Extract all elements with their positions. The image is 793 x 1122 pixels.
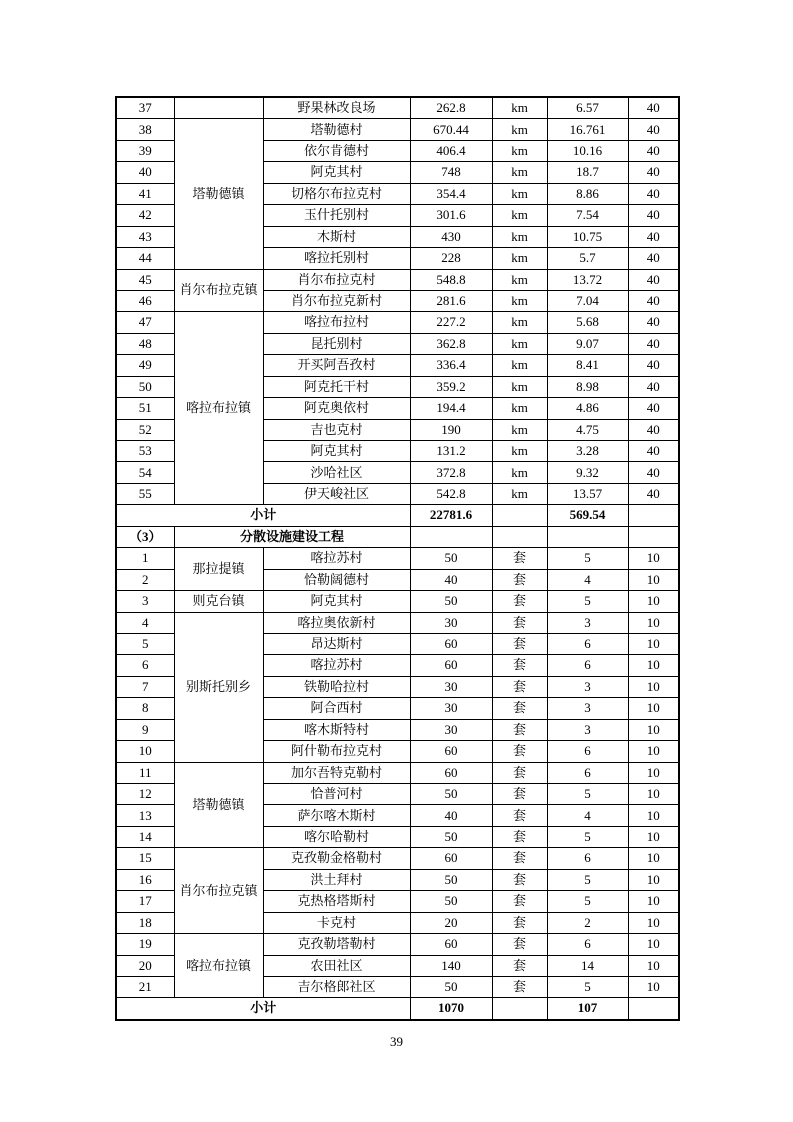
cell-percent: 40 — [628, 140, 679, 161]
cell-row-number: 1 — [116, 548, 174, 569]
cell-town: 塔勒德镇 — [174, 762, 263, 848]
cell-row-number: 47 — [116, 312, 174, 333]
table-row — [116, 612, 679, 633]
cell-quantity: 228 — [410, 248, 492, 269]
cell-quantity: 60 — [410, 934, 492, 955]
table-row — [116, 591, 679, 612]
cell-unit: km — [492, 119, 547, 140]
cell-percent: 10 — [628, 976, 679, 997]
section-empty-quantity — [410, 526, 492, 547]
cell-unit: km — [492, 333, 547, 354]
cell-percent: 10 — [628, 805, 679, 826]
cell-village: 阿克其村 — [263, 441, 410, 462]
cell-row-number: 40 — [116, 162, 174, 183]
cell-percent: 10 — [628, 741, 679, 762]
table-row — [116, 848, 679, 869]
cell-unit: 套 — [492, 955, 547, 976]
cell-village: 农田社区 — [263, 955, 410, 976]
cell-village: 昆托别村 — [263, 333, 410, 354]
cell-unit: km — [492, 312, 547, 333]
cell-village: 沙哈社区 — [263, 462, 410, 483]
cell-amount: 2 — [547, 912, 628, 933]
cell-row-number: 55 — [116, 483, 174, 504]
cell-quantity: 262.8 — [410, 97, 492, 119]
cell-amount: 6 — [547, 655, 628, 676]
cell-unit: km — [492, 226, 547, 247]
cell-row-number: 12 — [116, 784, 174, 805]
cell-percent: 10 — [628, 548, 679, 569]
subtotal-label: 小计 — [116, 998, 410, 1020]
cell-quantity: 50 — [410, 591, 492, 612]
cell-unit: 套 — [492, 719, 547, 740]
cell-amount: 3.28 — [547, 441, 628, 462]
cell-percent: 10 — [628, 891, 679, 912]
cell-unit: km — [492, 183, 547, 204]
cell-quantity: 60 — [410, 655, 492, 676]
cell-row-number: 6 — [116, 655, 174, 676]
cell-town: 喀拉布拉镇 — [174, 312, 263, 505]
cell-quantity: 406.4 — [410, 140, 492, 161]
cell-town: 别斯托别乡 — [174, 612, 263, 762]
cell-village: 喀拉布拉村 — [263, 312, 410, 333]
cell-row-number: 41 — [116, 183, 174, 204]
cell-unit: km — [492, 97, 547, 119]
section-empty-unit — [492, 526, 547, 547]
cell-amount: 7.54 — [547, 205, 628, 226]
cell-village: 依尔肯德村 — [263, 140, 410, 161]
cell-amount: 5 — [547, 548, 628, 569]
subtotal-empty-percent — [628, 505, 679, 526]
section-header-row — [116, 526, 679, 547]
cell-row-number: 5 — [116, 633, 174, 654]
cell-row-number: 50 — [116, 376, 174, 397]
cell-village: 卡克村 — [263, 912, 410, 933]
cell-quantity: 20 — [410, 912, 492, 933]
cell-row-number: 16 — [116, 869, 174, 890]
cell-village: 克孜勒塔勒村 — [263, 934, 410, 955]
construction-projects-table — [115, 96, 680, 1021]
cell-percent: 40 — [628, 312, 679, 333]
cell-unit: 套 — [492, 976, 547, 997]
cell-row-number: 48 — [116, 333, 174, 354]
cell-village: 喀拉托别村 — [263, 248, 410, 269]
cell-row-number: 11 — [116, 762, 174, 783]
cell-percent: 10 — [628, 826, 679, 847]
cell-row-number: 53 — [116, 441, 174, 462]
cell-amount: 4.86 — [547, 398, 628, 419]
cell-row-number: 9 — [116, 719, 174, 740]
cell-row-number: 18 — [116, 912, 174, 933]
cell-unit: 套 — [492, 741, 547, 762]
cell-town: 则克台镇 — [174, 591, 263, 612]
cell-amount: 18.7 — [547, 162, 628, 183]
cell-village: 喀拉奥依新村 — [263, 612, 410, 633]
cell-unit: 套 — [492, 762, 547, 783]
cell-quantity: 336.4 — [410, 355, 492, 376]
cell-percent: 40 — [628, 290, 679, 311]
cell-quantity: 542.8 — [410, 483, 492, 504]
cell-village: 洪土拜村 — [263, 869, 410, 890]
cell-unit: 套 — [492, 591, 547, 612]
cell-unit: 套 — [492, 676, 547, 697]
cell-amount: 6.57 — [547, 97, 628, 119]
cell-unit: 套 — [492, 805, 547, 826]
table-row — [116, 548, 679, 569]
cell-village: 吉尔格郎社区 — [263, 976, 410, 997]
cell-row-number: 13 — [116, 805, 174, 826]
cell-row-number: 44 — [116, 248, 174, 269]
cell-percent: 40 — [628, 205, 679, 226]
cell-village: 野果林改良场 — [263, 97, 410, 119]
cell-unit: 套 — [492, 891, 547, 912]
subtotal-label: 小计 — [116, 505, 410, 526]
cell-amount: 7.04 — [547, 290, 628, 311]
cell-amount: 5 — [547, 784, 628, 805]
cell-quantity: 362.8 — [410, 333, 492, 354]
cell-amount: 6 — [547, 762, 628, 783]
table-row — [116, 119, 679, 140]
cell-unit: 套 — [492, 698, 547, 719]
cell-village: 阿克其村 — [263, 591, 410, 612]
cell-town — [174, 97, 263, 119]
cell-quantity: 60 — [410, 633, 492, 654]
cell-amount: 6 — [547, 934, 628, 955]
cell-quantity: 50 — [410, 826, 492, 847]
cell-amount: 6 — [547, 633, 628, 654]
cell-village: 吉也克村 — [263, 419, 410, 440]
cell-town: 喀拉布拉镇 — [174, 934, 263, 998]
table-row — [116, 762, 679, 783]
subtotal-quantity: 22781.6 — [410, 505, 492, 526]
cell-row-number: 54 — [116, 462, 174, 483]
subtotal-amount: 107 — [547, 998, 628, 1020]
cell-unit: km — [492, 162, 547, 183]
cell-village: 阿合西村 — [263, 698, 410, 719]
cell-village: 恰勒阔德村 — [263, 569, 410, 590]
cell-amount: 5 — [547, 976, 628, 997]
cell-amount: 4 — [547, 805, 628, 826]
cell-quantity: 194.4 — [410, 398, 492, 419]
cell-amount: 6 — [547, 848, 628, 869]
table-row — [116, 934, 679, 955]
cell-row-number: 10 — [116, 741, 174, 762]
subtotal-empty-unit — [492, 505, 547, 526]
cell-percent: 40 — [628, 398, 679, 419]
cell-amount: 3 — [547, 612, 628, 633]
cell-row-number: 37 — [116, 97, 174, 119]
cell-quantity: 301.6 — [410, 205, 492, 226]
cell-row-number: 38 — [116, 119, 174, 140]
cell-village: 切格尔布拉克村 — [263, 183, 410, 204]
cell-amount: 16.761 — [547, 119, 628, 140]
cell-percent: 10 — [628, 676, 679, 697]
cell-unit: 套 — [492, 633, 547, 654]
cell-percent: 10 — [628, 848, 679, 869]
cell-row-number: 2 — [116, 569, 174, 590]
cell-quantity: 354.4 — [410, 183, 492, 204]
cell-quantity: 190 — [410, 419, 492, 440]
cell-amount: 5.68 — [547, 312, 628, 333]
cell-unit: km — [492, 441, 547, 462]
cell-village: 喀尔哈勒村 — [263, 826, 410, 847]
cell-quantity: 372.8 — [410, 462, 492, 483]
cell-village: 恰普河村 — [263, 784, 410, 805]
cell-quantity: 60 — [410, 848, 492, 869]
cell-village: 加尔吾特克勒村 — [263, 762, 410, 783]
cell-percent: 40 — [628, 441, 679, 462]
cell-village: 萨尔喀木斯村 — [263, 805, 410, 826]
cell-quantity: 30 — [410, 612, 492, 633]
cell-row-number: 15 — [116, 848, 174, 869]
cell-row-number: 43 — [116, 226, 174, 247]
cell-amount: 4 — [547, 569, 628, 590]
cell-percent: 10 — [628, 784, 679, 805]
cell-percent: 40 — [628, 248, 679, 269]
cell-percent: 40 — [628, 226, 679, 247]
cell-village: 木斯村 — [263, 226, 410, 247]
cell-percent: 40 — [628, 419, 679, 440]
subtotal-quantity: 1070 — [410, 998, 492, 1020]
page-number: 39 — [390, 1034, 403, 1049]
cell-village: 昂达斯村 — [263, 633, 410, 654]
cell-row-number: 7 — [116, 676, 174, 697]
cell-percent: 10 — [628, 698, 679, 719]
cell-quantity: 30 — [410, 698, 492, 719]
cell-unit: km — [492, 419, 547, 440]
cell-town: 那拉提镇 — [174, 548, 263, 591]
cell-village: 喀拉苏村 — [263, 548, 410, 569]
cell-amount: 3 — [547, 698, 628, 719]
cell-quantity: 50 — [410, 976, 492, 997]
cell-percent: 10 — [628, 569, 679, 590]
cell-amount: 3 — [547, 719, 628, 740]
cell-unit: km — [492, 248, 547, 269]
cell-unit: 套 — [492, 848, 547, 869]
cell-percent: 10 — [628, 762, 679, 783]
cell-row-number: 20 — [116, 955, 174, 976]
cell-village: 铁勒哈拉村 — [263, 676, 410, 697]
cell-percent: 10 — [628, 719, 679, 740]
cell-amount: 13.57 — [547, 483, 628, 504]
cell-unit: km — [492, 376, 547, 397]
cell-row-number: 46 — [116, 290, 174, 311]
cell-row-number: 21 — [116, 976, 174, 997]
cell-quantity: 281.6 — [410, 290, 492, 311]
cell-row-number: 51 — [116, 398, 174, 419]
cell-row-number: 39 — [116, 140, 174, 161]
cell-town: 塔勒德镇 — [174, 119, 263, 269]
cell-unit: km — [492, 398, 547, 419]
cell-unit: km — [492, 269, 547, 290]
cell-amount: 5 — [547, 869, 628, 890]
cell-village: 阿克奥依村 — [263, 398, 410, 419]
cell-amount: 14 — [547, 955, 628, 976]
cell-quantity: 50 — [410, 869, 492, 890]
cell-unit: 套 — [492, 784, 547, 805]
cell-unit: 套 — [492, 569, 547, 590]
cell-quantity: 30 — [410, 676, 492, 697]
cell-village: 肖尔布拉克村 — [263, 269, 410, 290]
cell-percent: 10 — [628, 934, 679, 955]
subtotal-empty-percent — [628, 998, 679, 1020]
cell-quantity: 60 — [410, 762, 492, 783]
cell-amount: 8.41 — [547, 355, 628, 376]
cell-row-number: 4 — [116, 612, 174, 633]
cell-village: 肖尔布拉克新村 — [263, 290, 410, 311]
cell-percent: 40 — [628, 462, 679, 483]
cell-quantity: 40 — [410, 569, 492, 590]
cell-row-number: 3 — [116, 591, 174, 612]
cell-percent: 40 — [628, 162, 679, 183]
cell-row-number: 8 — [116, 698, 174, 719]
cell-quantity: 50 — [410, 548, 492, 569]
cell-amount: 5 — [547, 891, 628, 912]
section-title: 分散设施建设工程 — [174, 526, 410, 547]
cell-quantity: 748 — [410, 162, 492, 183]
section-empty-percent — [628, 526, 679, 547]
cell-amount: 10.75 — [547, 226, 628, 247]
cell-percent: 40 — [628, 97, 679, 119]
cell-town: 肖尔布拉克镇 — [174, 848, 263, 934]
cell-amount: 13.72 — [547, 269, 628, 290]
table-row — [116, 269, 679, 290]
table-row — [116, 312, 679, 333]
cell-percent: 40 — [628, 119, 679, 140]
cell-quantity: 40 — [410, 805, 492, 826]
cell-percent: 40 — [628, 355, 679, 376]
cell-town: 肖尔布拉克镇 — [174, 269, 263, 312]
cell-quantity: 430 — [410, 226, 492, 247]
cell-percent: 10 — [628, 612, 679, 633]
cell-amount: 6 — [547, 741, 628, 762]
cell-amount: 10.16 — [547, 140, 628, 161]
cell-quantity: 548.8 — [410, 269, 492, 290]
cell-percent: 40 — [628, 183, 679, 204]
cell-quantity: 670.44 — [410, 119, 492, 140]
cell-village: 喀木斯特村 — [263, 719, 410, 740]
cell-quantity: 30 — [410, 719, 492, 740]
cell-percent: 40 — [628, 376, 679, 397]
section-index: （3） — [116, 526, 174, 547]
cell-amount: 3 — [547, 676, 628, 697]
cell-percent: 10 — [628, 591, 679, 612]
cell-unit: 套 — [492, 548, 547, 569]
cell-village: 阿克其村 — [263, 162, 410, 183]
cell-amount: 9.32 — [547, 462, 628, 483]
cell-village: 克孜勒金格勒村 — [263, 848, 410, 869]
cell-quantity: 227.2 — [410, 312, 492, 333]
table-row — [116, 97, 679, 119]
cell-village: 伊天峻社区 — [263, 483, 410, 504]
cell-amount: 4.75 — [547, 419, 628, 440]
cell-row-number: 17 — [116, 891, 174, 912]
cell-village: 塔勒德村 — [263, 119, 410, 140]
cell-village: 喀拉苏村 — [263, 655, 410, 676]
cell-unit: km — [492, 205, 547, 226]
cell-unit: km — [492, 462, 547, 483]
cell-unit: km — [492, 290, 547, 311]
cell-row-number: 45 — [116, 269, 174, 290]
cell-percent: 40 — [628, 333, 679, 354]
cell-quantity: 60 — [410, 741, 492, 762]
cell-unit: km — [492, 483, 547, 504]
cell-percent: 40 — [628, 269, 679, 290]
section-empty-amount — [547, 526, 628, 547]
cell-unit: 套 — [492, 869, 547, 890]
cell-quantity: 50 — [410, 784, 492, 805]
subtotal-amount: 569.54 — [547, 505, 628, 526]
cell-percent: 10 — [628, 912, 679, 933]
cell-unit: 套 — [492, 934, 547, 955]
cell-unit: km — [492, 140, 547, 161]
cell-percent: 40 — [628, 483, 679, 504]
cell-unit: 套 — [492, 912, 547, 933]
cell-unit: 套 — [492, 612, 547, 633]
cell-unit: km — [492, 355, 547, 376]
cell-village: 开买阿吾孜村 — [263, 355, 410, 376]
cell-amount: 5 — [547, 826, 628, 847]
cell-amount: 9.07 — [547, 333, 628, 354]
subtotal-row — [116, 998, 679, 1020]
cell-amount: 5.7 — [547, 248, 628, 269]
cell-village: 阿什勒布拉克村 — [263, 741, 410, 762]
cell-unit: 套 — [492, 655, 547, 676]
subtotal-row — [116, 505, 679, 526]
cell-quantity: 140 — [410, 955, 492, 976]
cell-quantity: 50 — [410, 891, 492, 912]
cell-percent: 10 — [628, 955, 679, 976]
cell-percent: 10 — [628, 633, 679, 654]
cell-quantity: 359.2 — [410, 376, 492, 397]
subtotal-empty-unit — [492, 998, 547, 1020]
cell-amount: 5 — [547, 591, 628, 612]
cell-row-number: 19 — [116, 934, 174, 955]
cell-amount: 8.86 — [547, 183, 628, 204]
cell-percent: 10 — [628, 869, 679, 890]
cell-quantity: 131.2 — [410, 441, 492, 462]
cell-row-number: 14 — [116, 826, 174, 847]
cell-village: 克热格塔斯村 — [263, 891, 410, 912]
cell-row-number: 52 — [116, 419, 174, 440]
cell-row-number: 42 — [116, 205, 174, 226]
cell-unit: 套 — [492, 826, 547, 847]
cell-row-number: 49 — [116, 355, 174, 376]
cell-amount: 8.98 — [547, 376, 628, 397]
cell-village: 阿克托干村 — [263, 376, 410, 397]
cell-percent: 10 — [628, 655, 679, 676]
cell-village: 玉什托别村 — [263, 205, 410, 226]
